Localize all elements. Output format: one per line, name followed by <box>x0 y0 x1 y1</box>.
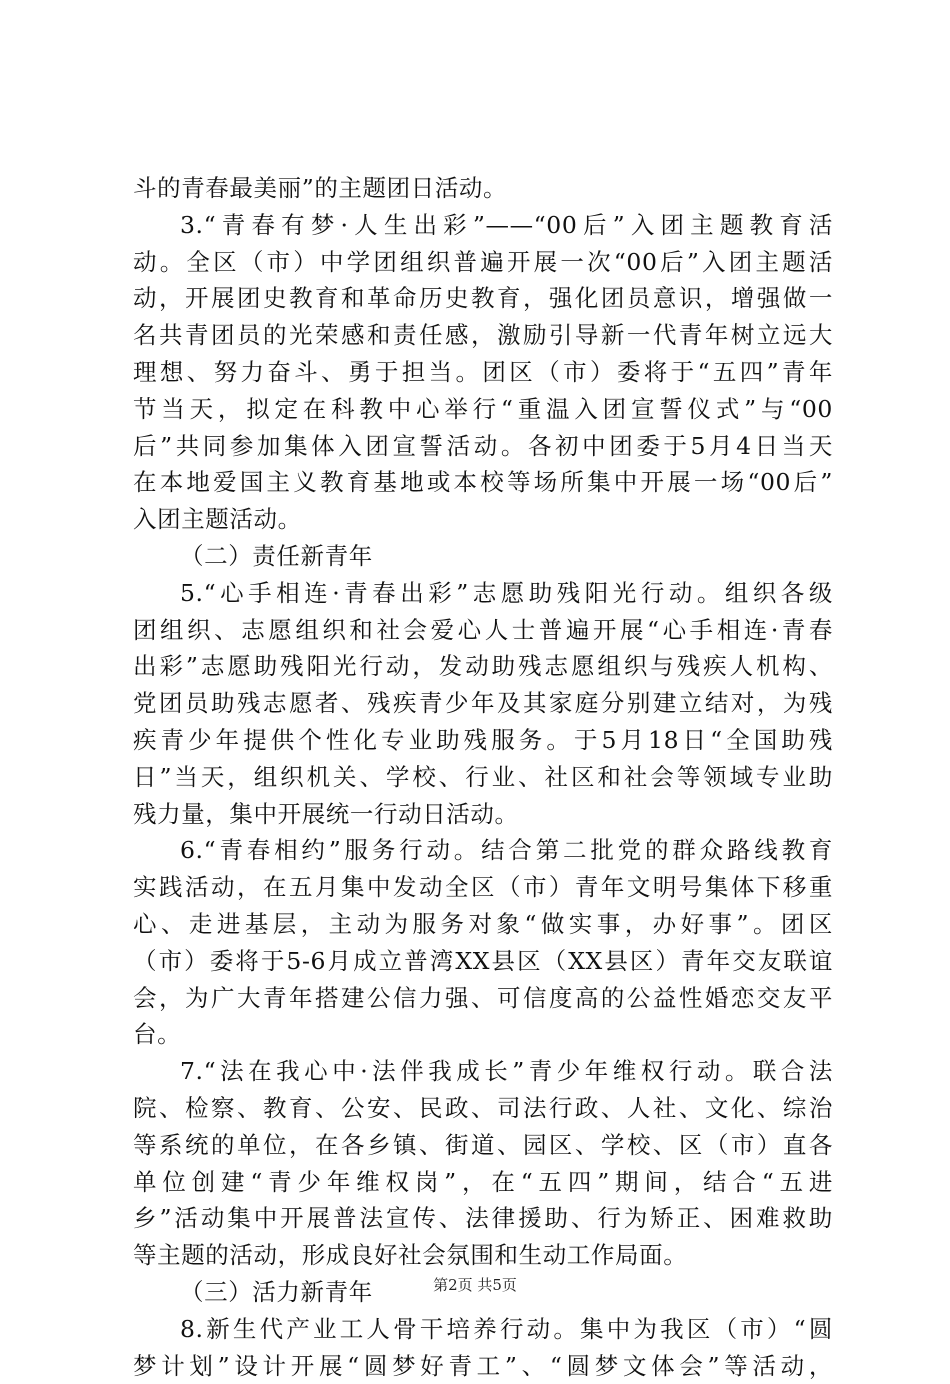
paragraph-line: 党团员助残志愿者、残疾青少年及其家庭分别建立结对，为残 <box>133 685 833 722</box>
paragraph-line: 心、走进基层，主动为服务对象“做实事，办好事”。团区 <box>133 906 833 943</box>
paragraph-line: 乡”活动集中开展普法宣传、法律援助、行为矫正、困难救助 <box>133 1200 833 1237</box>
paragraph-line: 疾青少年提供个性化专业助残服务。于5月18日“全国助残 <box>133 722 833 759</box>
paragraph-line: 院、检察、教育、公安、民政、司法行政、人社、文化、综治 <box>133 1090 833 1127</box>
paragraph-line: 5.“心手相连·青春出彩”志愿助残阳光行动。组织各级 <box>133 575 833 612</box>
paragraph-line: 入团主题活动。 <box>133 501 833 538</box>
paragraph-line: 梦计划”设计开展“圆梦好青工”、“圆梦文体会”等活动， <box>133 1348 833 1384</box>
paragraph-line: 理想、努力奋斗、勇于担当。团区（市）委将于“五四”青年 <box>133 354 833 391</box>
paragraph-line: 单位创建“青少年维权岗”，在“五四”期间，结合“五进 <box>133 1164 833 1201</box>
section-heading: （三）活力新青年 <box>133 1274 833 1311</box>
paragraph-line: 3.“青春有梦·人生出彩”——“00后”入团主题教育活 <box>133 207 833 244</box>
paragraph-line: 残力量，集中开展统一行动日活动。 <box>133 796 833 833</box>
paragraph-line: 后”共同参加集体入团宣誓活动。各初中团委于5月4日当天 <box>133 428 833 465</box>
paragraph-line: 等系统的单位，在各乡镇、街道、园区、学校、区（市）直各 <box>133 1127 833 1164</box>
paragraph-line: 名共青团员的光荣感和责任感，激励引导新一代青年树立远大 <box>133 317 833 354</box>
paragraph-line: 6.“青春相约”服务行动。结合第二批党的群众路线教育 <box>133 832 833 869</box>
paragraph-line: 台。 <box>133 1016 833 1053</box>
paragraph-line: 等主题的活动，形成良好社会氛围和生动工作局面。 <box>133 1237 833 1274</box>
paragraph-line: 会，为广大青年搭建公信力强、可信度高的公益性婚恋交友平 <box>133 980 833 1017</box>
page-footer: 第2页 共5页 <box>0 1274 950 1295</box>
paragraph-line: 斗的青春最美丽”的主题团日活动。 <box>133 170 833 207</box>
paragraph-line: 节当天，拟定在科教中心举行“重温入团宣誓仪式”与“00 <box>133 391 833 428</box>
paragraph-line: 8.新生代产业工人骨干培养行动。集中为我区（市）“圆 <box>133 1311 833 1348</box>
paragraph-line: 实践活动，在五月集中发动全区（市）青年文明号集体下移重 <box>133 869 833 906</box>
paragraph-line: 团组织、志愿组织和社会爱心人士普遍开展“心手相连·青春 <box>133 612 833 649</box>
paragraph-line: 日”当天，组织机关、学校、行业、社区和社会等领域专业助 <box>133 759 833 796</box>
section-heading: （二）责任新青年 <box>133 538 833 575</box>
paragraph-line: 出彩”志愿助残阳光行动，发动助残志愿组织与残疾人机构、 <box>133 648 833 685</box>
paragraph-line: 7.“法在我心中·法伴我成长”青少年维权行动。联合法 <box>133 1053 833 1090</box>
paragraph-line: 在本地爱国主义教育基地或本校等场所集中开展一场“00后” <box>133 464 833 501</box>
paragraph-line: 动，开展团史教育和革命历史教育，强化团员意识，增强做一 <box>133 280 833 317</box>
document-body <box>133 170 833 1384</box>
paragraph-line: 动。全区（市）中学团组织普遍开展一次“00后”入团主题活 <box>133 244 833 281</box>
paragraph-line: （市）委将于5-6月成立普湾XX县区（XX县区）青年交友联谊 <box>133 943 833 980</box>
